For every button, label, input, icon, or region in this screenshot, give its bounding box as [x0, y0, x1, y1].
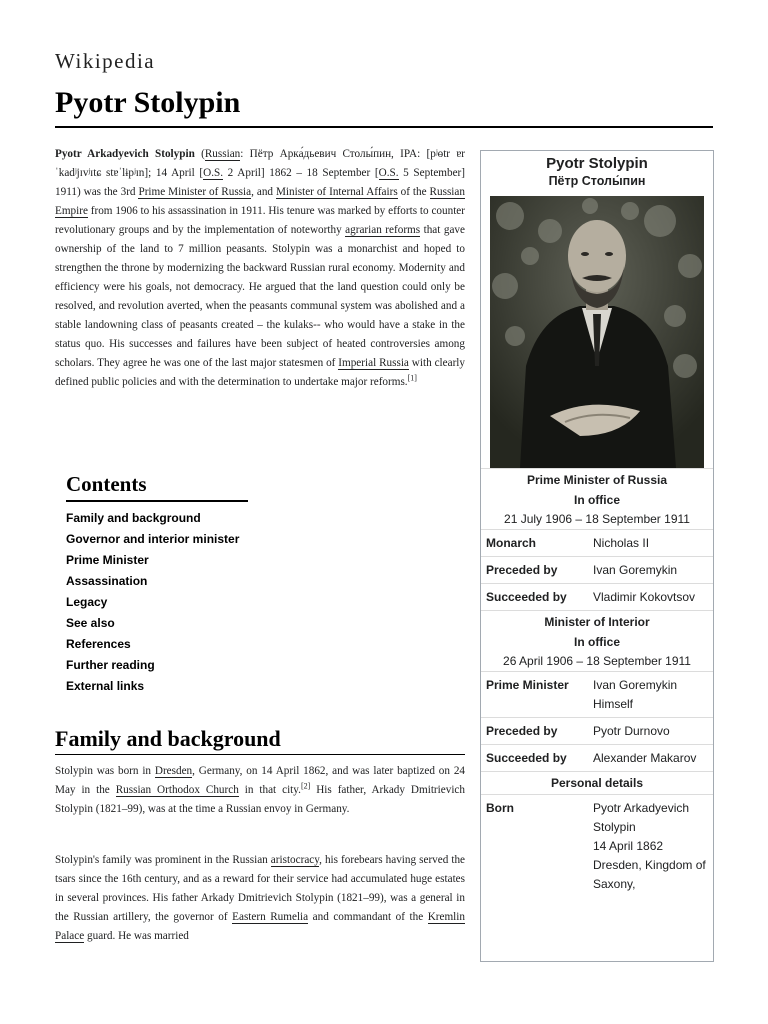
infobox-value-line: Pyotr Arkadyevich Stolypin — [593, 801, 690, 834]
toc-item-see-also[interactable]: See also — [66, 616, 115, 630]
body-text: and commandant of the — [308, 911, 428, 923]
infobox-term-dates: 26 April 1906 – 18 September 1911 — [503, 654, 691, 668]
toc-item-legacy[interactable]: Legacy — [66, 595, 108, 609]
link-kremlin-palace[interactable]: Kremlin Palace — [55, 911, 465, 942]
link-os[interactable]: O.S. — [378, 167, 399, 179]
link-aristocracy[interactable]: aristocracy — [270, 854, 320, 866]
toc-item-further-reading[interactable]: Further reading — [66, 658, 155, 672]
infobox-label: Preceded by — [486, 563, 558, 577]
infobox-label: Preceded by — [486, 724, 558, 738]
infobox — [480, 150, 714, 962]
link-minister-of-internal-affairs[interactable]: Minister of Internal Affairs — [275, 186, 398, 198]
infobox-value-successor[interactable]: Vladimir Kokovtsov — [593, 590, 696, 604]
wikipedia-logo[interactable]: Wikipedia — [55, 49, 156, 73]
body-text: in that city. — [238, 784, 301, 796]
reference-1[interactable]: [1] — [407, 373, 417, 383]
infobox-term-dates: 21 July 1906 – 18 September 1911 — [504, 512, 690, 526]
link-russian-empire[interactable]: Russian Empire — [55, 186, 465, 217]
infobox-in-office-label: In office — [573, 493, 620, 507]
lead-text: of the — [397, 186, 430, 198]
infobox-label: Succeeded by — [486, 590, 567, 604]
infobox-row-preceded-by — [481, 717, 713, 744]
table-of-contents — [66, 472, 248, 700]
section-heading-family-and-background: Family and background — [55, 726, 465, 755]
infobox-name: Pyotr Stolypin — [546, 155, 648, 172]
link-agrarian-reforms[interactable]: agrarian reforms — [345, 224, 421, 236]
lead-text: 5 September] 1911) was the 3rd — [55, 167, 465, 198]
infobox-native-name: Пётр Столы́пин — [548, 174, 646, 188]
toc-item-governor-and-interior-minister[interactable]: Governor and interior minister — [66, 532, 240, 546]
lead-text: : Пётр Арка́дьевич Столы́пин, IPA: [pʲɵtr ɐrˈkadʲjɪvʲɪtɕ stɐˈlɨpʲɪn]; 14 April [ — [55, 148, 466, 179]
section-paragraph-1 — [55, 762, 465, 819]
lead-text: ( — [194, 148, 205, 160]
link-prime-minister-of-russia[interactable]: Prime Minister of Russia — [138, 186, 252, 198]
infobox-value-line[interactable]: Dresden, Kingdom of Saxony, — [593, 858, 706, 891]
infobox-row-born — [481, 794, 713, 897]
infobox-section-minister-of-interior[interactable]: Minister of Interior — [481, 610, 713, 633]
infobox-value-line: 14 April 1862 — [593, 839, 664, 853]
infobox-value-born — [593, 799, 711, 894]
subject-name: Pyotr Arkadyevich Stolypin — [55, 148, 195, 160]
infobox-row-preceded-by — [481, 556, 713, 583]
toc-list — [66, 511, 248, 700]
infobox-label: Prime Minister — [486, 678, 569, 692]
toc-item-external-links[interactable]: External links — [66, 679, 145, 693]
link-os[interactable]: O.S. — [203, 167, 224, 179]
infobox-value-line: Himself — [593, 697, 634, 711]
infobox-row-succeeded-by — [481, 744, 713, 771]
infobox-in-office-label: In office — [573, 635, 620, 649]
infobox-row-prime-minister — [481, 671, 713, 717]
infobox-value-prime-minister — [593, 676, 711, 714]
body-text: His father, Arkady Dmitrievich Stolypin (1821–99), was at the time a Russian envoy in Germany. — [55, 784, 465, 815]
lead-text: from 1906 to his assassination in 1911. His tenure was marked by efforts to counter revolutionary groups and by the implementation of noteworthy — [55, 205, 465, 236]
toc-item-prime-minister[interactable]: Prime Minister — [66, 553, 149, 567]
portrait-image — [490, 196, 704, 468]
infobox-value-successor[interactable]: Alexander Makarov — [593, 751, 697, 765]
body-text: Stolypin's family was prominent in the Russian — [55, 854, 271, 866]
body-text: , Germany, on 14 April 1862, and was later baptized on 24 May in the — [55, 765, 466, 796]
lead-text: , and — [251, 186, 276, 198]
infobox-row-monarch — [481, 529, 713, 556]
lead-text: that gave ownership of the land to 7 million peasants. Stolypin was a monarchist and hoped to strengthen the throne by modernizing the backward Russian rural economy. Modernity and efficiency were his goals, not democracy. He argued that the land question could only be resolved, and revolution averted, when the peasants communal system was abolished and a stable landowning class of peasants created – the kulaks-- who would have a stake in the status quo. His successes and failures have been subject of heated controversies among scholars. They agree he was one of the last major statesmen of — [55, 224, 465, 369]
toc-item-assassination[interactable]: Assassination — [66, 574, 148, 588]
infobox-label: Monarch — [486, 536, 537, 550]
title-divider — [55, 126, 713, 128]
lead-text: with clearly defined public policies and with the determination to undertake major reforms. — [55, 357, 466, 388]
link-russian[interactable]: Russian — [204, 148, 241, 160]
lead-text: 2 April] 1862 – 18 September [ — [223, 167, 379, 179]
portrait-photo[interactable] — [490, 196, 704, 468]
body-text: Stolypin was born in — [55, 765, 155, 777]
infobox-row-succeeded-by — [481, 583, 713, 610]
infobox-value-predecessor[interactable]: Pyotr Durnovo — [593, 724, 670, 738]
infobox-value-predecessor[interactable]: Ivan Goremykin — [593, 563, 678, 577]
infobox-value-line[interactable]: Ivan Goremykin — [593, 678, 678, 692]
section-paragraph-2 — [55, 851, 465, 946]
link-dresden[interactable]: Dresden — [154, 765, 193, 777]
body-text: , his forebears having served the tsars since the 16th century, and as a reward for their service had accumulated huge estates in several provinces. His father Arkady Dmitrievich Stolypin (1821–99), was a general in the Russian artillery, the governor of — [55, 854, 465, 923]
infobox-value-monarch[interactable]: Nicholas II — [593, 536, 650, 550]
infobox-section-personal-details: Personal details — [481, 771, 713, 794]
link-russian-orthodox-church[interactable]: Russian Orthodox Church — [115, 784, 239, 796]
reference-2[interactable]: [2] — [300, 781, 311, 791]
body-text: guard. He was married — [84, 930, 189, 942]
infobox-section-prime-minister[interactable]: Prime Minister of Russia — [481, 468, 713, 491]
infobox-label: Born — [486, 801, 514, 815]
lead-paragraph — [55, 145, 465, 392]
link-imperial-russia[interactable]: Imperial Russia — [338, 357, 409, 369]
toc-item-family-and-background[interactable]: Family and background — [66, 511, 201, 525]
toc-item-references[interactable]: References — [66, 637, 131, 651]
link-eastern-rumelia[interactable]: Eastern Rumelia — [232, 911, 309, 923]
page-title: Pyotr Stolypin — [55, 86, 241, 119]
infobox-label: Succeeded by — [486, 751, 567, 765]
toc-title: Contents — [66, 472, 248, 502]
